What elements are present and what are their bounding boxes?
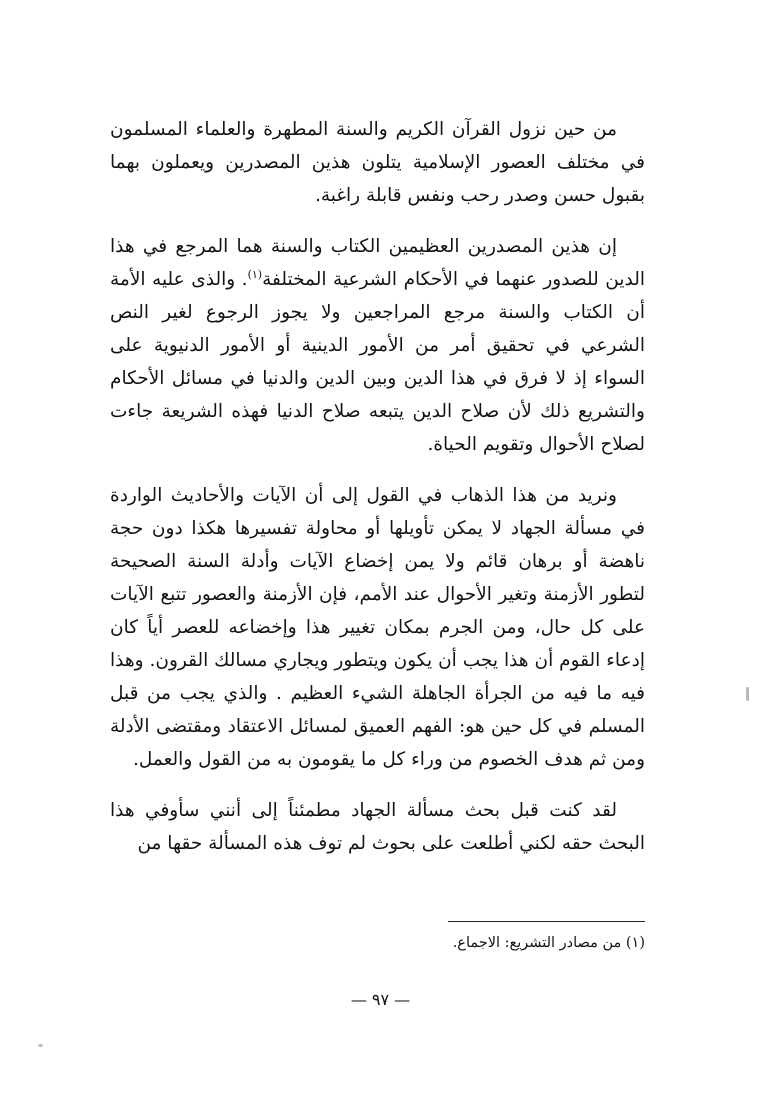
paragraph-3: ونريد من هذا الذهاب في القول إلى أن الآيات والأحاديث الواردة في مسألة الجهاد لا يمكن تأويلها أو محاولة تفسيرها هكذا دون حجة ناهضة أو برهان قائم ولا يمن إخضاع الآيات وأدلة السنة الصحيحة لتطور الأزمنة وتغير الأحوال عند الأمم، فإن الأزمنة والعصور تتبع الآيات على كل حال، ومن الجرم بمكان تغيير هذا وإخضاعه للعصر أياً كان إدعاء القوم أن هذا يجب أن يكون ويتطور ويجاري مسالك القرون. وهذا فيه ما فيه من الجرأة الجاهلة الشيء العظيم . والذي يجب من قبل المسلم في كل حين هو: الفهم العميق لمسائل الاعتقاد ومقتضى الأدلة ومن ثم هدف الخصوم من وراء كل ما يقومون به من القول والعمل. [110,485,645,770]
scan-speck [38,1044,43,1047]
footnote-marker: (١) [247,267,263,281]
scan-speck [746,687,749,701]
footnote-separator [448,921,645,922]
paragraph-2-text: إن هذين المصدرين العظيمين الكتاب والسنة هما المرجع في هذا الدين للصدور عنهما في الأحكام الشرعية المختلفة [110,236,645,290]
paragraph-4: لقد كنت قبل بحث مسألة الجهاد مطمئناً إلى أنني سأوفي هذا البحث حقه لكني أطلعت على بحوث لم توف هذه المسألة حقها من [110,800,645,854]
paragraph-1: من حين نزول القرآن الكريم والسنة المطهرة والعلماء المسلمون في مختلف العصور الإسلامية يتلون هذين المصدرين ويعملون بهما بقبول حسن وصدر رحب ونفس قابلة راغبة. [110,119,645,206]
footnote: (١) من مصادر التشريع: الاجماع. [452,935,645,951]
page-number: — ٩٧ — [350,990,411,1009]
paragraph-2 [110,230,645,461]
main-text [110,113,645,860]
paragraph-2-continuation: . والذى عليه الأمة أن الكتاب والسنة مرجع المراجعين ولا يجوز الرجوع لغير النص الشرعي في تحقيق أمر من الأمور الدينية أو الأمور الدنيوية على السواء إذ لا فرق في هذا الدين وبين الدين والدنيا في مسائل الأحكام والتشريع ذلك لأن صلاح الدين يتبعه صلاح الدنيا فهذه الشريعة جاءت لصلاح الأحوال وتقويم الحياة. [110,269,645,455]
